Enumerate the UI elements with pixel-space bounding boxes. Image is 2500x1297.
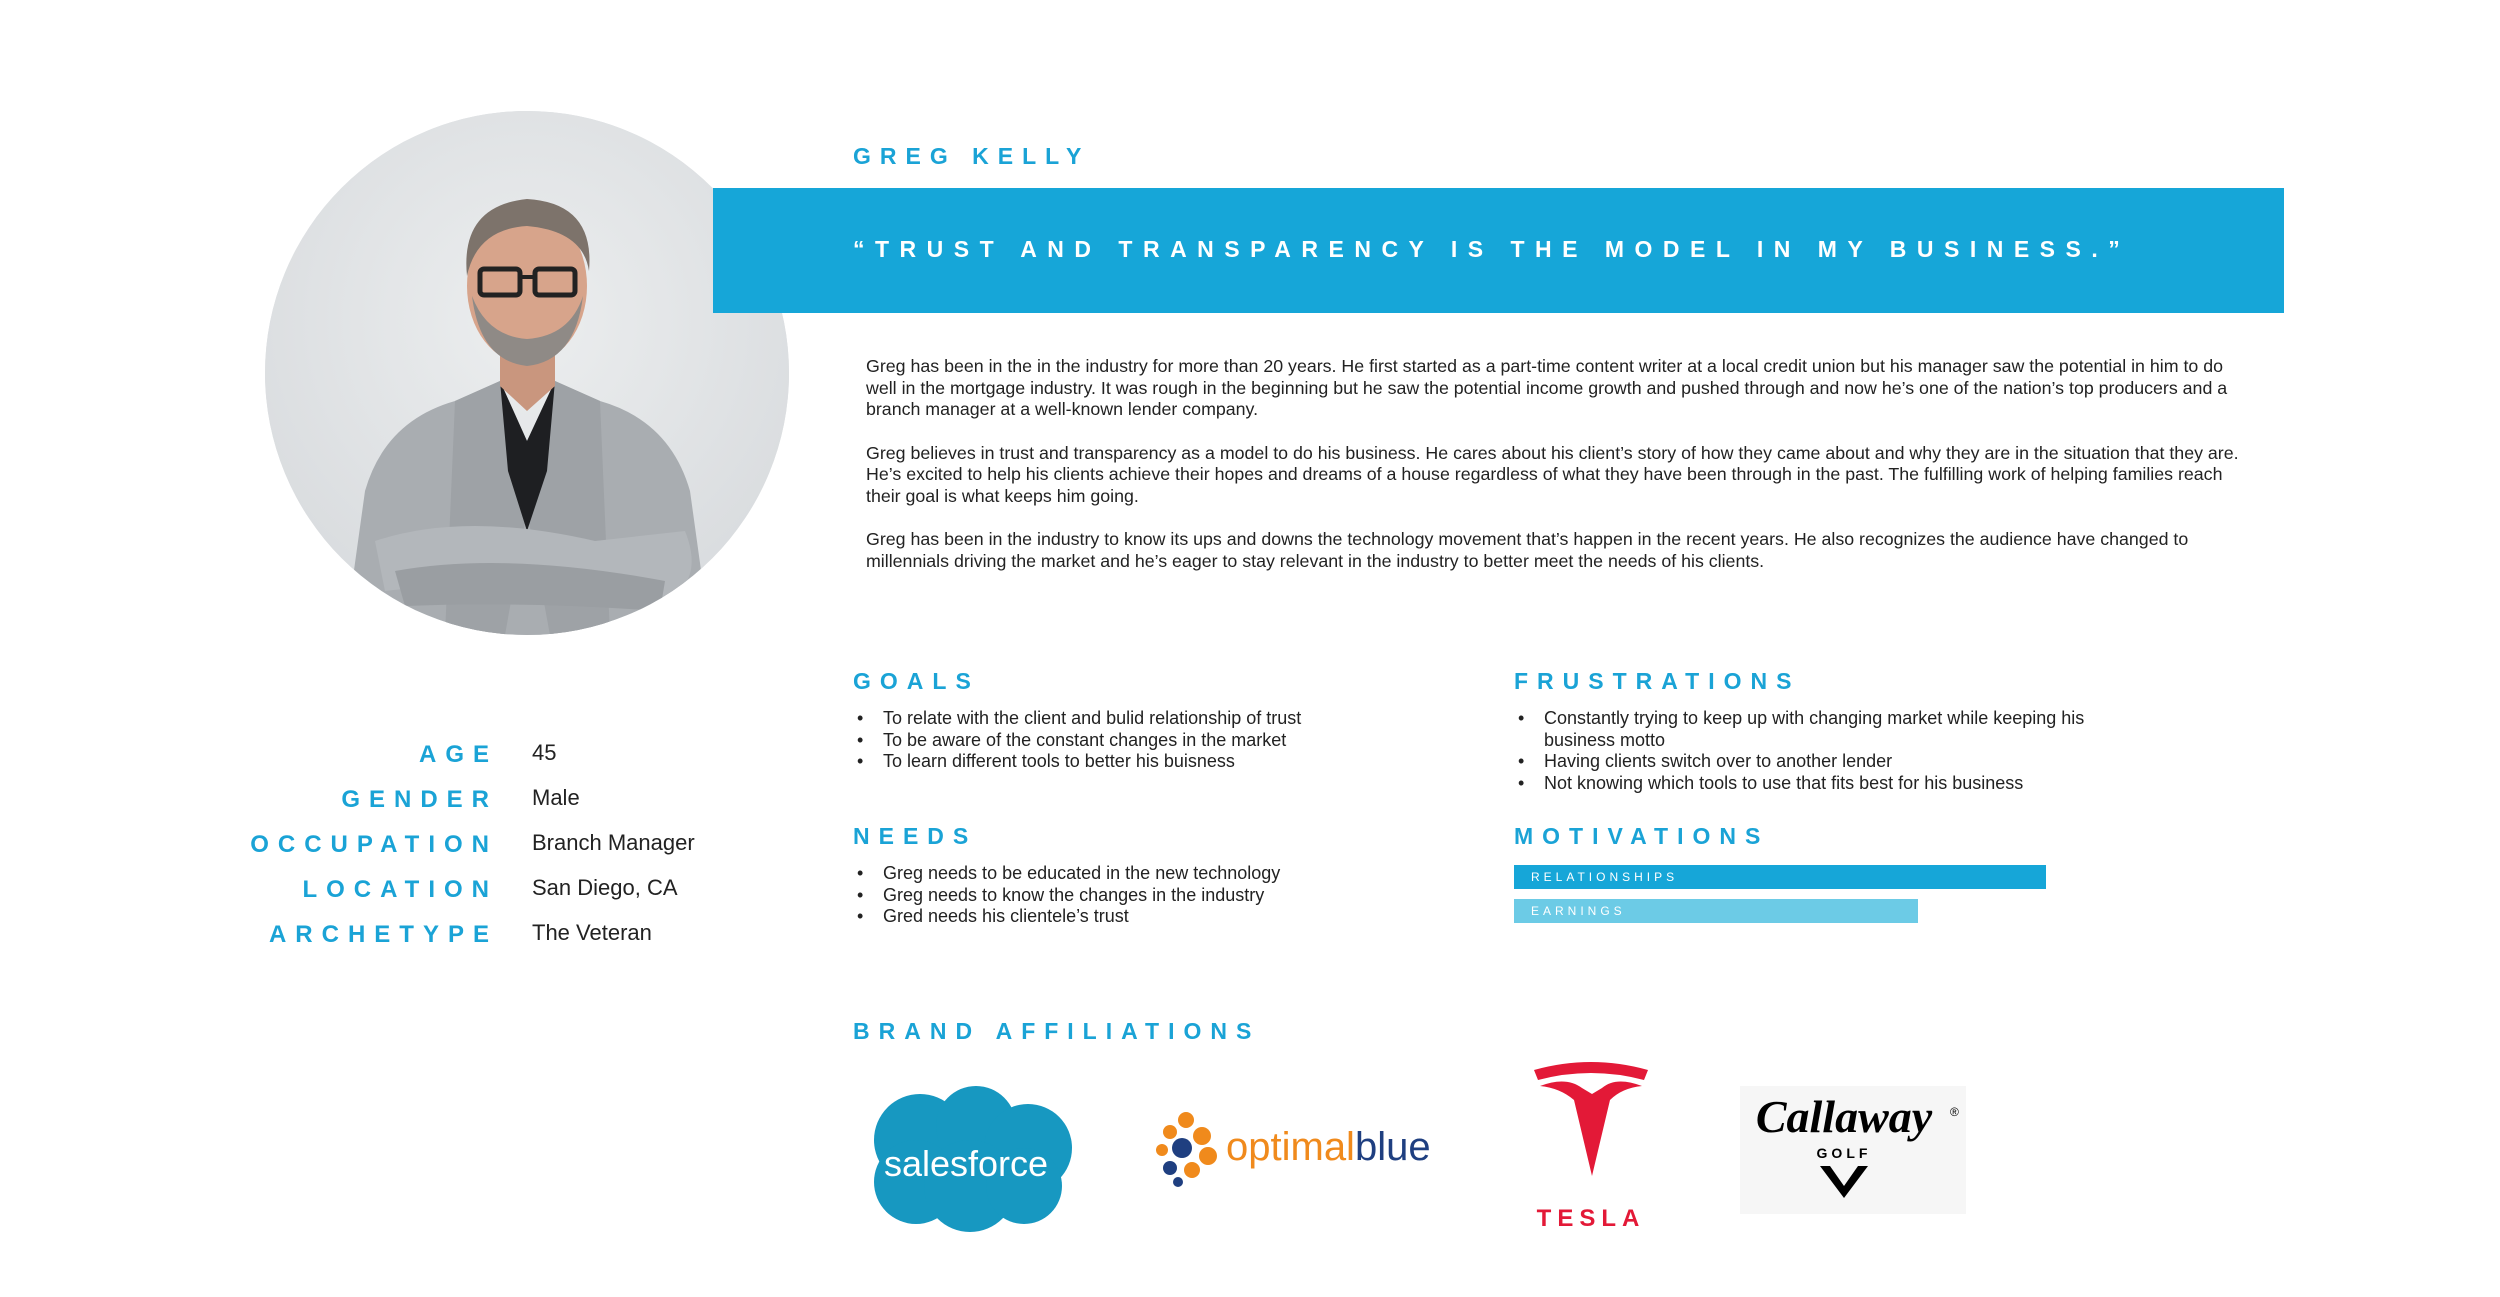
motivation-label: EARNINGS (1531, 904, 1626, 918)
age-label: AGE (418, 741, 498, 768)
occupation-label: OCCUPATION (250, 831, 498, 858)
persona-name: GREG KELLY (853, 143, 1091, 169)
list-item: • Gred needs his clientele’s trust (883, 906, 1443, 928)
persona-quote: “TRUST AND TRANSPARENCY IS THE MODEL IN MY BUSINESS.” (853, 236, 2131, 262)
optimalblue-wordmark (1226, 1125, 1431, 1169)
archetype-label: ARCHETYPE (268, 921, 498, 948)
callaway-wordmark: Callaway (1755, 1091, 1933, 1142)
archetype-value: The Veteran (532, 920, 652, 945)
needs-list (853, 863, 1443, 928)
bio-paragraph: Greg has been in the industry to know its ups and downs the technology movement that’s happen in the recent years. He also recognizes the audience have changed to millennials driving the market and he’s eager to stay relevant in the industry to better meet the needs of his clients. (866, 529, 2189, 571)
registered-mark: ® (1950, 1105, 1959, 1119)
gender-value: Male (532, 785, 580, 810)
goals-list (853, 708, 1443, 773)
needs-title: NEEDS (853, 823, 978, 849)
list-item: • Having clients switch over to another lender (1544, 751, 2104, 773)
location-label: LOCATION (302, 876, 498, 903)
tesla-t-icon (1526, 1060, 1656, 1236)
brand-affiliations-title: BRAND AFFILIATIONS (853, 1018, 1261, 1044)
bio-paragraph: Greg has been in the in the industry for more than 20 years. He first started as a part-time content writer at a local credit union but his manager saw the potential in him to do well in the mortgage industry. It was rough in the beginning but he saw the potential income growth and pushed through and now he’s one of the nation’s top producers and a branch manager at a well-known lender company. (866, 356, 2228, 419)
age-value: 45 (532, 740, 557, 765)
motivation-bar-relationships (1514, 865, 2046, 889)
list-item: • Not knowing which tools to use that fits best for his business (1544, 773, 2104, 795)
optimalblue-logo (1152, 1108, 1472, 1188)
salesforce-wordmark: salesforce (883, 1143, 1049, 1184)
motivations-title: MOTIVATIONS (1514, 823, 1770, 849)
persona-bio (866, 356, 2246, 594)
optimal-text: optimal (1226, 1125, 1355, 1169)
motivation-bar-earnings (1514, 899, 1918, 923)
optimalblue-dots-icon (1152, 1108, 1472, 1188)
bio-paragraph: Greg believes in trust and transparency as a model to do his business. He cares about his client’s story of how they came about and why they are in the situation that they are. He’s excited to help his clients achieve their hopes and dreams of a house regardless of what they have been through in the past. The fulfilling work of helping families reach their goal is what keeps him going. (866, 442, 2239, 506)
list-item: • Constantly trying to keep up with changing market while keeping his business motto (1544, 708, 2104, 751)
golf-text: GOLF (1816, 1145, 1872, 1161)
tesla-wordmark: TESLA (1536, 1205, 1646, 1232)
gender-label: GENDER (341, 786, 498, 813)
frustrations-title: FRUSTRATIONS (1514, 668, 1801, 694)
salesforce-logo (858, 1082, 1074, 1234)
list-item: • To relate with the client and bulid relationship of trust (883, 708, 1443, 730)
profile-photo (265, 111, 789, 635)
blue-text: blue (1354, 1125, 1431, 1169)
salesforce-cloud-icon (858, 1082, 1074, 1234)
tesla-logo (1526, 1060, 1656, 1236)
person-illustration (265, 111, 789, 635)
list-item: • To learn different tools to better his buisness (883, 751, 1443, 773)
list-item: • To be aware of the constant changes in the market (883, 730, 1443, 752)
list-item: • Greg needs to know the changes in the industry (883, 885, 1443, 907)
motivation-label: RELATIONSHIPS (1531, 870, 1679, 884)
location-value: San Diego, CA (532, 875, 678, 900)
list-item: • Greg needs to be educated in the new technology (883, 863, 1443, 885)
goals-title: GOALS (853, 668, 980, 694)
occupation-value: Branch Manager (532, 830, 695, 855)
callaway-logo (1740, 1086, 1966, 1214)
callaway-chevron-icon (1740, 1086, 1966, 1214)
frustrations-list (1514, 708, 2104, 794)
